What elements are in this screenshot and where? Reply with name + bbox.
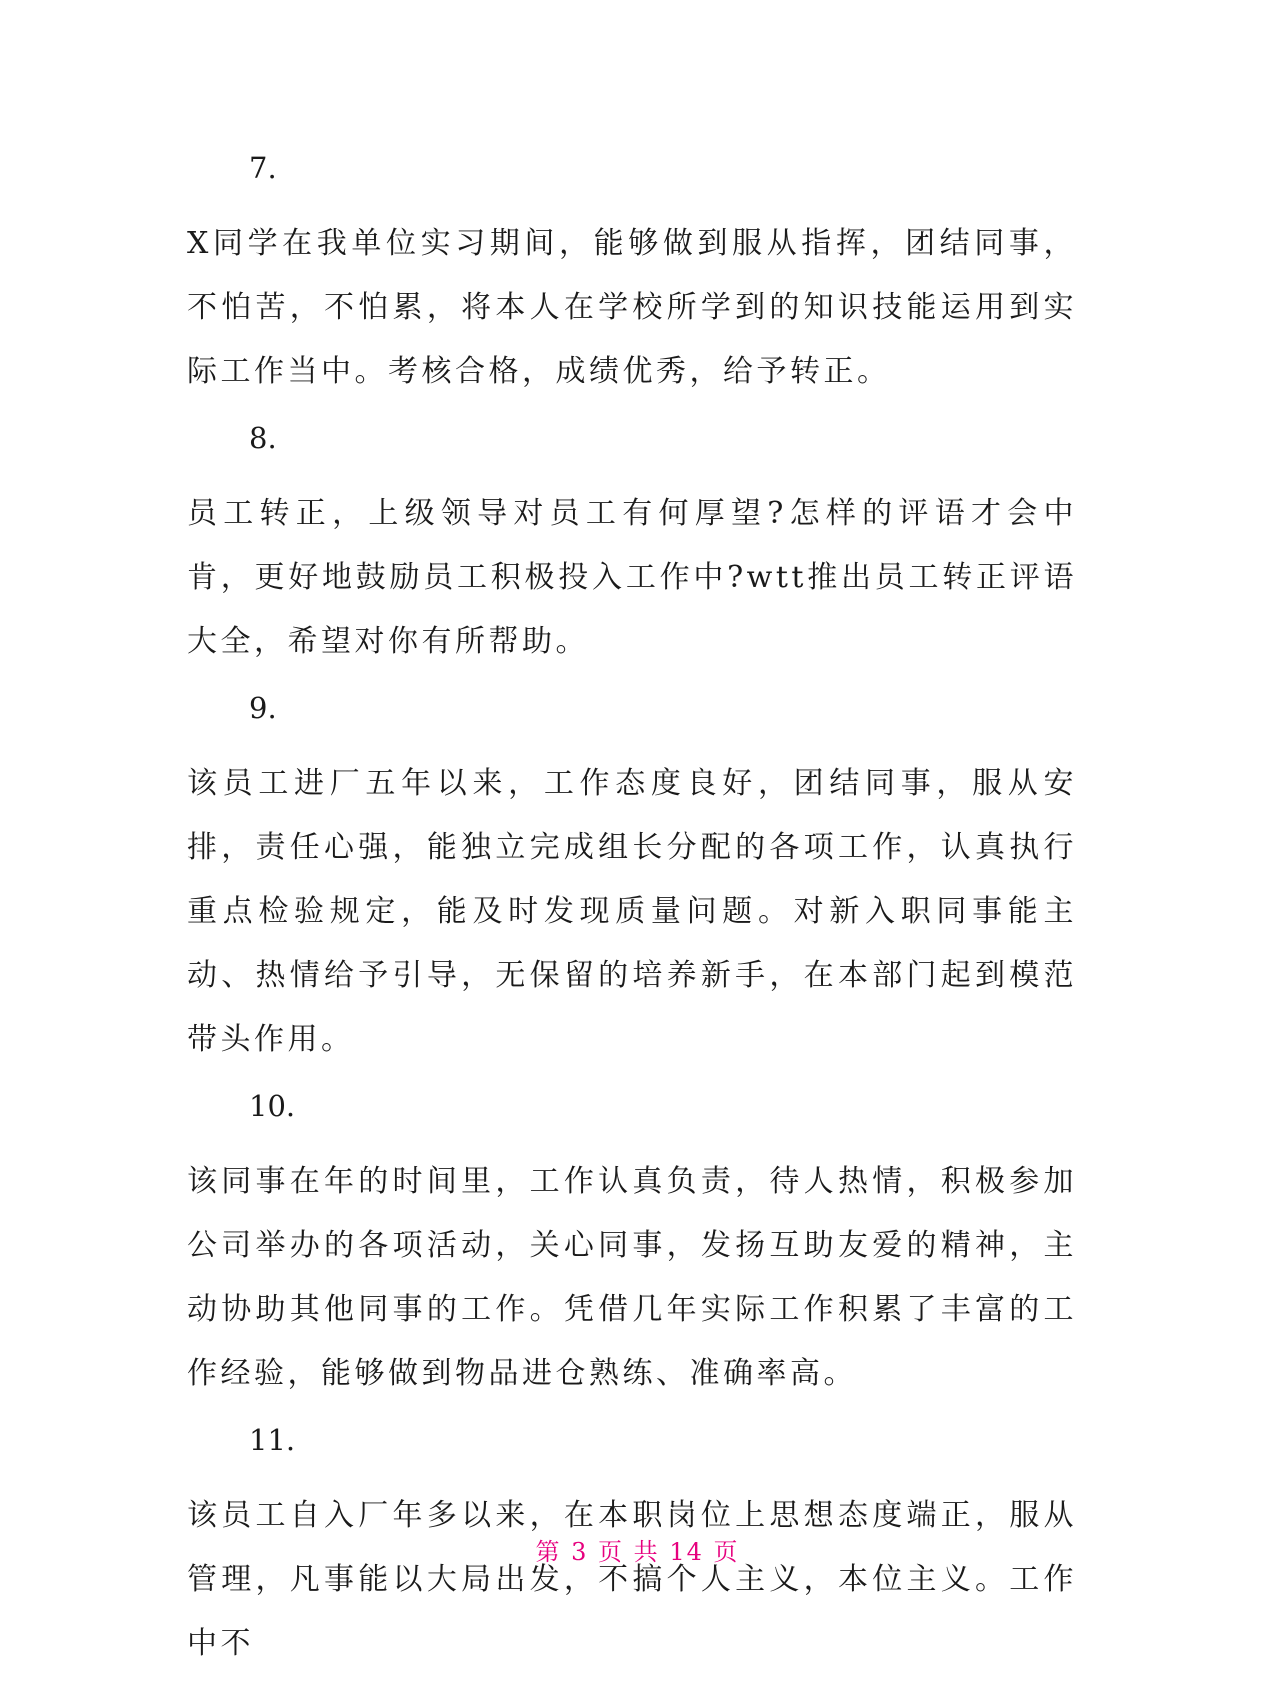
footer-prefix: 第 [535,1538,562,1566]
document-body [187,148,1077,1690]
footer-suffix: 页 [713,1538,740,1566]
item-text: 该员工进厂五年以来，工作态度良好，团结同事，服从安排，责任心强，能独立完成组长分配的各项工作，认真执行重点检验规定，能及时发现质量问题。对新入职同事能主动、热情给予引导，无保留的培养新手，在本部门起到模范带头作用。 [187,766,1077,1057]
item-number: 7. [249,151,277,185]
item-number: 10. [249,1089,296,1123]
list-item [187,1086,1077,1406]
list-item [187,418,1077,674]
list-item [187,688,1077,1072]
footer-current-page: 3 [571,1538,589,1566]
item-text: 员工转正，上级领导对员工有何厚望?怎样的评语才会中肯，更好地鼓励员工积极投入工作中?wtt推出员工转正评语大全，希望对你有所帮助。 [187,496,1077,659]
item-number: 8. [249,421,277,455]
item-text: X同学在我单位实习期间，能够做到服从指挥，团结同事，不怕苦，不怕累，将本人在学校所学到的知识技能运用到实际工作当中。考核合格，成绩优秀，给予转正。 [187,226,1077,389]
page-footer [0,1532,1275,1567]
item-text: 该员工自入厂年多以来，在本职岗位上思想态度端正，服从管理，凡事能以大局出发，不搞个人主义，本位主义。工作中不 [187,1498,1077,1661]
item-number: 9. [249,691,277,725]
footer-total-pages: 14 [669,1538,704,1566]
list-item [187,148,1077,404]
item-number: 11. [249,1423,296,1457]
item-text: 该同事在年的时间里，工作认真负责，待人热情，积极参加公司举办的各项活动，关心同事，发扬互助友爱的精神，主动协助其他同事的工作。凭借几年实际工作积累了丰富的工作经验，能够做到物品进仓熟练、准确率高。 [187,1164,1077,1391]
footer-middle: 页 共 [598,1538,660,1566]
